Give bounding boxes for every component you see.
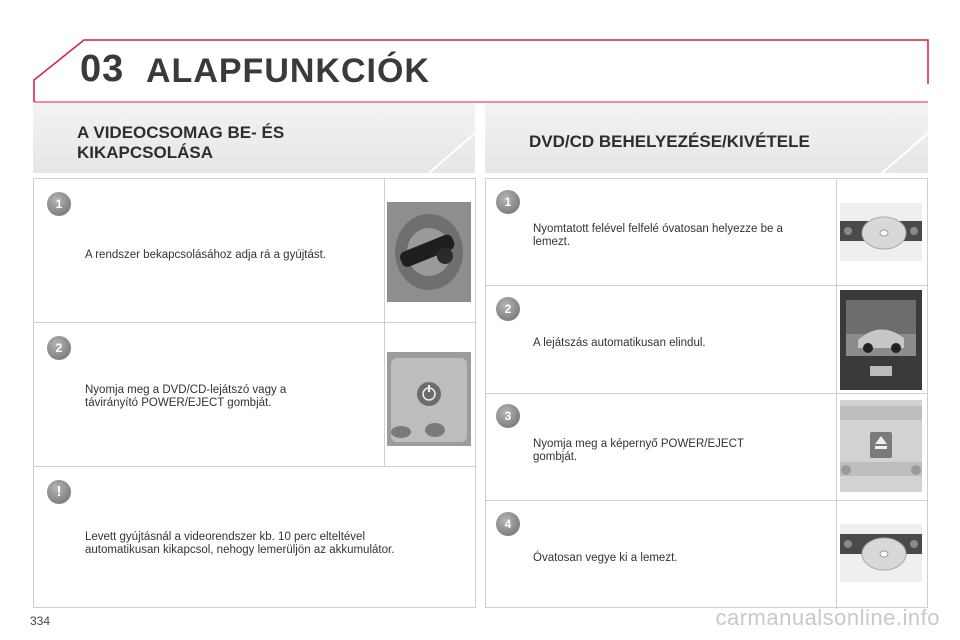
eject-button-image [840,400,922,492]
chapter-number: 03 [80,48,125,90]
page-number: 334 [30,614,51,628]
right-step-3-text-line1: Nyomja meg a képernyő POWER/EJECT [533,438,744,450]
step-badge: 3 [496,404,520,428]
watermark: carmanualsonline.info [715,605,940,630]
right-step-1-text-line1: Nyomtatott felével felfelé óvatosan helyezze be a [533,223,783,235]
right-section-header [485,103,928,173]
video-screen-image [840,290,922,390]
left-step-2-text-line1: Nyomja meg a DVD/CD-lejátszó vagy a [85,384,287,396]
ignition-key-image [387,202,471,302]
disc-remove-image [840,524,922,582]
remote-control-image [387,352,471,446]
right-step-4-text: Óvatosan vegye ki a lemezt. [533,552,678,564]
warning-badge: ! [47,480,71,504]
header-frame [0,0,960,110]
step-badge: 1 [496,190,520,214]
page-title: ALAPFUNKCIÓK [146,52,430,90]
right-step-1-text-line2: lemezt. [533,236,571,248]
left-section-title-line1: A VIDEOCSOMAG BE- ÉS [77,123,285,142]
warning-text-line1: Levett gyújtásnál a videorendszer kb. 10 perc elteltével [85,531,365,543]
step-badge: 1 [47,192,71,216]
warning-text-line2: automatikusan kikapcsol, nehogy lemerüljön az akkumulátor. [85,544,395,556]
left-section-header [33,103,475,173]
right-step-3-text-line2: gombját. [533,451,578,463]
left-step-2-text-line2: távirányító POWER/EJECT gombját. [85,397,272,409]
right-step-2-text: A lejátszás automatikusan elindul. [533,337,706,349]
step-badge: 4 [496,512,520,536]
step-badge: 2 [47,336,71,360]
left-section-title-line2: KIKAPCSOLÁSA [77,143,214,162]
left-step-1-text: A rendszer bekapcsolásához adja rá a gyújtást. [85,249,327,261]
step-badge: 2 [496,297,520,321]
disc-insert-image [840,203,922,261]
right-section-title: DVD/CD BEHELYEZÉSE/KIVÉTELE [529,132,810,151]
